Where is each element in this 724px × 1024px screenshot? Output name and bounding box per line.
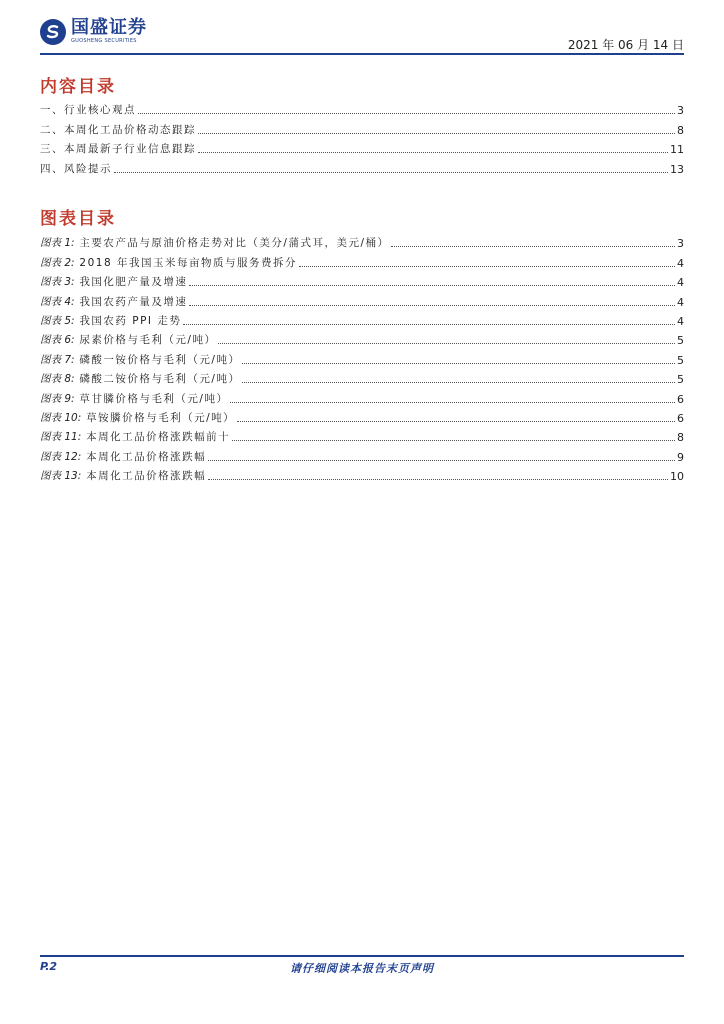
figure-item-page: 5 xyxy=(677,353,684,367)
leader-dots xyxy=(242,381,675,383)
company-logo xyxy=(40,18,147,45)
figure-item-label: 本周化工品价格涨跌幅 xyxy=(86,470,207,483)
figure-item-page: 10 xyxy=(670,470,684,484)
logo-subname: GUOSHENG SECURITIES xyxy=(71,38,137,44)
figure-item-page: 5 xyxy=(677,334,684,348)
contents-item-label: 三、本周最新子行业信息跟踪 xyxy=(40,143,196,156)
figure-item-number: 图表 7: xyxy=(40,353,75,366)
figure-item[interactable] xyxy=(40,347,684,366)
figure-item-label: 我国农药 PPI 走势 xyxy=(79,314,182,327)
contents-title: 内容目录 xyxy=(40,77,116,97)
figure-item[interactable] xyxy=(40,425,684,444)
figure-item-number: 图表 11: xyxy=(40,431,82,444)
figure-item-label: 磷酸二铵价格与毛利（元/吨） xyxy=(79,373,241,386)
logo-emblem-icon xyxy=(40,19,66,45)
leader-dots xyxy=(230,401,675,403)
header-divider xyxy=(40,53,684,55)
leader-dots xyxy=(189,284,675,286)
footer-divider xyxy=(40,955,684,957)
page-header xyxy=(40,18,684,56)
contents-item[interactable] xyxy=(40,156,684,175)
figure-item[interactable] xyxy=(40,250,684,269)
figure-item-label: 我国农药产量及增速 xyxy=(79,295,188,308)
leader-dots xyxy=(183,323,675,325)
leader-dots xyxy=(242,362,675,364)
figure-item-label: 主要农产品与原油价格走势对比（美分/蒲式耳，美元/桶） xyxy=(79,237,390,250)
figure-item[interactable] xyxy=(40,328,684,347)
figure-item-number: 图表 12: xyxy=(40,450,82,463)
figure-item-page: 4 xyxy=(677,295,684,309)
contents-item-page: 3 xyxy=(677,104,684,118)
leader-dots xyxy=(237,420,675,422)
leader-dots xyxy=(232,439,675,441)
figure-item[interactable] xyxy=(40,406,684,425)
footer-disclaimer-note: 请仔细阅读本报告末页声明 xyxy=(290,962,434,975)
contents-list xyxy=(40,98,684,176)
contents-item-page: 8 xyxy=(677,123,684,137)
figures-title: 图表目录 xyxy=(40,209,116,229)
leader-dots xyxy=(208,459,675,461)
figures-list xyxy=(40,231,684,483)
figure-item[interactable] xyxy=(40,444,684,463)
figure-item-page: 4 xyxy=(677,314,684,328)
figure-item-page: 6 xyxy=(677,411,684,425)
figure-item-page: 9 xyxy=(677,450,684,464)
figure-item-page: 3 xyxy=(677,237,684,251)
leader-dots xyxy=(198,151,668,153)
figure-item-label: 本周化工品价格涨跌幅前十 xyxy=(86,431,231,444)
figure-item-number: 图表 3: xyxy=(40,276,75,289)
figure-item-page: 4 xyxy=(677,256,684,270)
logo-name: 国盛证券 xyxy=(71,17,147,38)
leader-dots xyxy=(189,304,675,306)
leader-dots xyxy=(391,245,675,247)
leader-dots xyxy=(299,265,675,267)
leader-dots xyxy=(138,112,675,114)
figure-item-page: 5 xyxy=(677,373,684,387)
footer-page-number: P.2 xyxy=(40,960,58,973)
figure-item-number: 图表 2: xyxy=(40,256,75,269)
figure-item[interactable] xyxy=(40,464,684,483)
report-date: 2021 年 06 月 14 日 xyxy=(567,38,684,52)
figure-item-label: 我国化肥产量及增速 xyxy=(79,276,188,289)
leader-dots xyxy=(218,342,675,344)
figure-item-number: 图表 1: xyxy=(40,237,75,250)
figure-item-label: 本周化工品价格涨跌幅 xyxy=(86,450,207,463)
figure-item-number: 图表 5: xyxy=(40,314,75,327)
contents-item-label: 四、风险提示 xyxy=(40,162,112,175)
figure-item-label: 磷酸一铵价格与毛利（元/吨） xyxy=(79,353,241,366)
figure-item-page: 8 xyxy=(677,431,684,445)
figure-item-label: 草甘膦价格与毛利（元/吨） xyxy=(79,392,229,405)
figure-item[interactable] xyxy=(40,231,684,250)
leader-dots xyxy=(198,132,675,134)
figure-item-number: 图表 6: xyxy=(40,334,75,347)
figure-item-label: 草铵膦价格与毛利（元/吨） xyxy=(86,411,236,424)
figure-item[interactable] xyxy=(40,367,684,386)
figure-item-label: 2018 年我国玉米每亩物质与服务费拆分 xyxy=(79,256,297,269)
contents-item[interactable] xyxy=(40,117,684,136)
figure-item-number: 图表 9: xyxy=(40,392,75,405)
figure-item-page: 6 xyxy=(677,392,684,406)
figure-item-number: 图表 10: xyxy=(40,411,82,424)
contents-item-page: 13 xyxy=(670,162,684,176)
figure-item-page: 4 xyxy=(677,276,684,290)
contents-item-label: 二、本周化工品价格动态跟踪 xyxy=(40,123,196,136)
figure-item-number: 图表 13: xyxy=(40,470,82,483)
figure-item[interactable] xyxy=(40,386,684,405)
contents-item-label: 一、行业核心观点 xyxy=(40,104,136,117)
contents-item-page: 11 xyxy=(670,143,684,157)
contents-item[interactable] xyxy=(40,137,684,156)
leader-dots xyxy=(114,171,668,173)
figure-item-number: 图表 8: xyxy=(40,373,75,386)
figure-item-number: 图表 4: xyxy=(40,295,75,308)
figure-item[interactable] xyxy=(40,289,684,308)
leader-dots xyxy=(208,478,668,480)
figure-item-label: 尿素价格与毛利（元/吨） xyxy=(79,334,217,347)
contents-item[interactable] xyxy=(40,98,684,117)
figure-item[interactable] xyxy=(40,309,684,328)
figure-item[interactable] xyxy=(40,270,684,289)
